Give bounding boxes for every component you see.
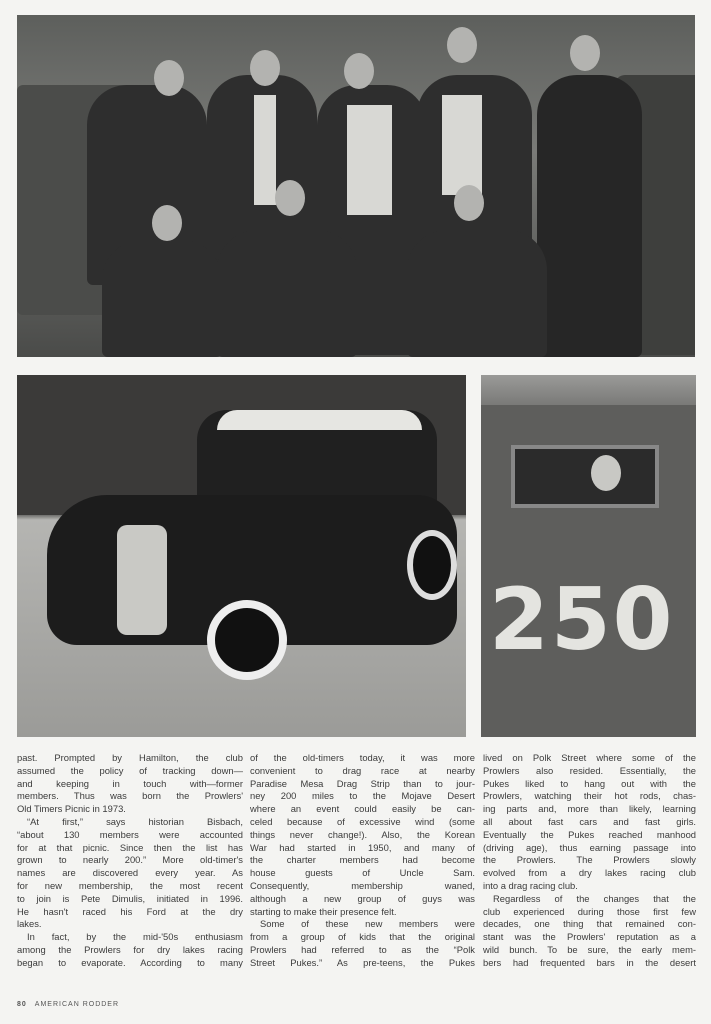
- text-line: In fact, by the mid-'50s enthusiasm: [27, 931, 243, 943]
- text-line: He hasn't raced his Ford at the dry: [17, 905, 243, 917]
- car-roof: [217, 410, 422, 430]
- text-line: although a new group of guys was: [250, 892, 475, 904]
- racer-photo: [481, 375, 696, 737]
- text-line: ney 200 miles to the Mojave Desert: [250, 790, 475, 802]
- text-line: Prowlers also resided. Essentially, the: [483, 764, 696, 776]
- car-number: 250: [489, 570, 675, 670]
- text-line: Prowlers, watching their hot rods, chas-: [483, 790, 696, 802]
- text-line: lakes.: [17, 918, 42, 930]
- text-line: things never change!). Also, the Korean: [250, 828, 475, 840]
- text-line: Prowlers had referred to as the “Polk: [250, 943, 475, 955]
- text-line: grown to nearly 200.” More old-timer's: [17, 854, 243, 866]
- text-line: starting to make their presence felt.: [250, 905, 397, 917]
- text-line: (driving age), thus earning passage into: [483, 841, 696, 853]
- article-column-2: [250, 752, 475, 970]
- text-line: into a drag racing club.: [483, 879, 578, 891]
- text-line: stant was the Prowlers' reputation as a: [483, 931, 696, 943]
- rear-wheel: [407, 530, 457, 600]
- text-line: among the Prowlers for dry lakes racing: [17, 943, 243, 955]
- text-line: Street Pukes.” As pre-teens, the Pukes: [250, 956, 475, 968]
- text-line: bers had frequented bars in the desert: [483, 956, 696, 968]
- page-footer: [17, 1001, 119, 1008]
- text-line: Pukes liked to hang out with the: [483, 777, 696, 789]
- text-line: for new membership, the most recent: [17, 879, 243, 891]
- page-number: 80: [17, 1001, 27, 1008]
- group-photo: [17, 15, 695, 357]
- text-line: Eventually the Pukes reached manhood: [483, 828, 696, 840]
- text-line: members. Thus was born the Prowlers': [17, 790, 243, 802]
- text-line: lived on Polk Street where some of the: [483, 752, 696, 763]
- text-line: all about fast cars and fast girls.: [483, 815, 696, 827]
- text-line: Regardless of the changes that the: [493, 892, 696, 904]
- text-line: where an event could easily be can-: [250, 803, 475, 815]
- text-line: wild bunch. To be sure, the early mem-: [483, 943, 696, 955]
- text-line: of the old-timers today, it was more: [250, 752, 475, 763]
- text-line: Some of these new members were: [260, 918, 475, 930]
- article-column-1: [17, 752, 243, 970]
- text-line: Paradise Mesa Drag Strip than to jour-: [250, 777, 475, 789]
- text-line: evolved from a dry lakes racing club: [483, 867, 696, 879]
- car-photo: [17, 375, 466, 737]
- text-line: for at that picnic. Since then the list has: [17, 841, 243, 853]
- article-column-3: [483, 752, 696, 970]
- text-line: Consequently, membership waned,: [250, 879, 475, 891]
- text-line: Old Timers Picnic in 1973.: [17, 803, 126, 815]
- text-line: War had started in 1950, and many of: [250, 841, 475, 853]
- text-line: the charter members had become: [250, 854, 475, 866]
- text-line: club experienced during those first few: [483, 905, 696, 917]
- text-line: celed because of excessive wind (some: [250, 815, 475, 827]
- text-line: the Prowlers. The Prowlers slowly: [483, 854, 696, 866]
- text-line: convenient to drag race at nearby: [250, 764, 475, 776]
- text-line: “about 130 members were accounted: [17, 828, 243, 840]
- text-line: house guests of Uncle Sam.: [250, 867, 475, 879]
- text-line: past. Prompted by Hamilton, the club: [17, 752, 243, 763]
- car-window: [511, 445, 659, 508]
- text-line: and keeping in touch with—former: [17, 777, 243, 789]
- car-grille: [117, 525, 167, 635]
- text-line: names are discovered every year. As: [17, 867, 243, 879]
- text-line: decades, one thing that remained con-: [483, 918, 696, 930]
- text-line: “At first,” says historian Bisbach,: [27, 815, 243, 827]
- text-line: assumed the policy of tracking down—: [17, 764, 243, 776]
- text-line: from a group of kids that the original: [250, 931, 475, 943]
- text-line: to join is Pete Dimulis, initiated in 1996.: [17, 892, 243, 904]
- text-line: began to evaporate. According to many: [17, 956, 243, 968]
- front-wheel: [207, 600, 287, 680]
- text-line: ing parts and, more than likely, learning: [483, 803, 696, 815]
- publication-name: AMERICAN RODDER: [34, 1001, 120, 1008]
